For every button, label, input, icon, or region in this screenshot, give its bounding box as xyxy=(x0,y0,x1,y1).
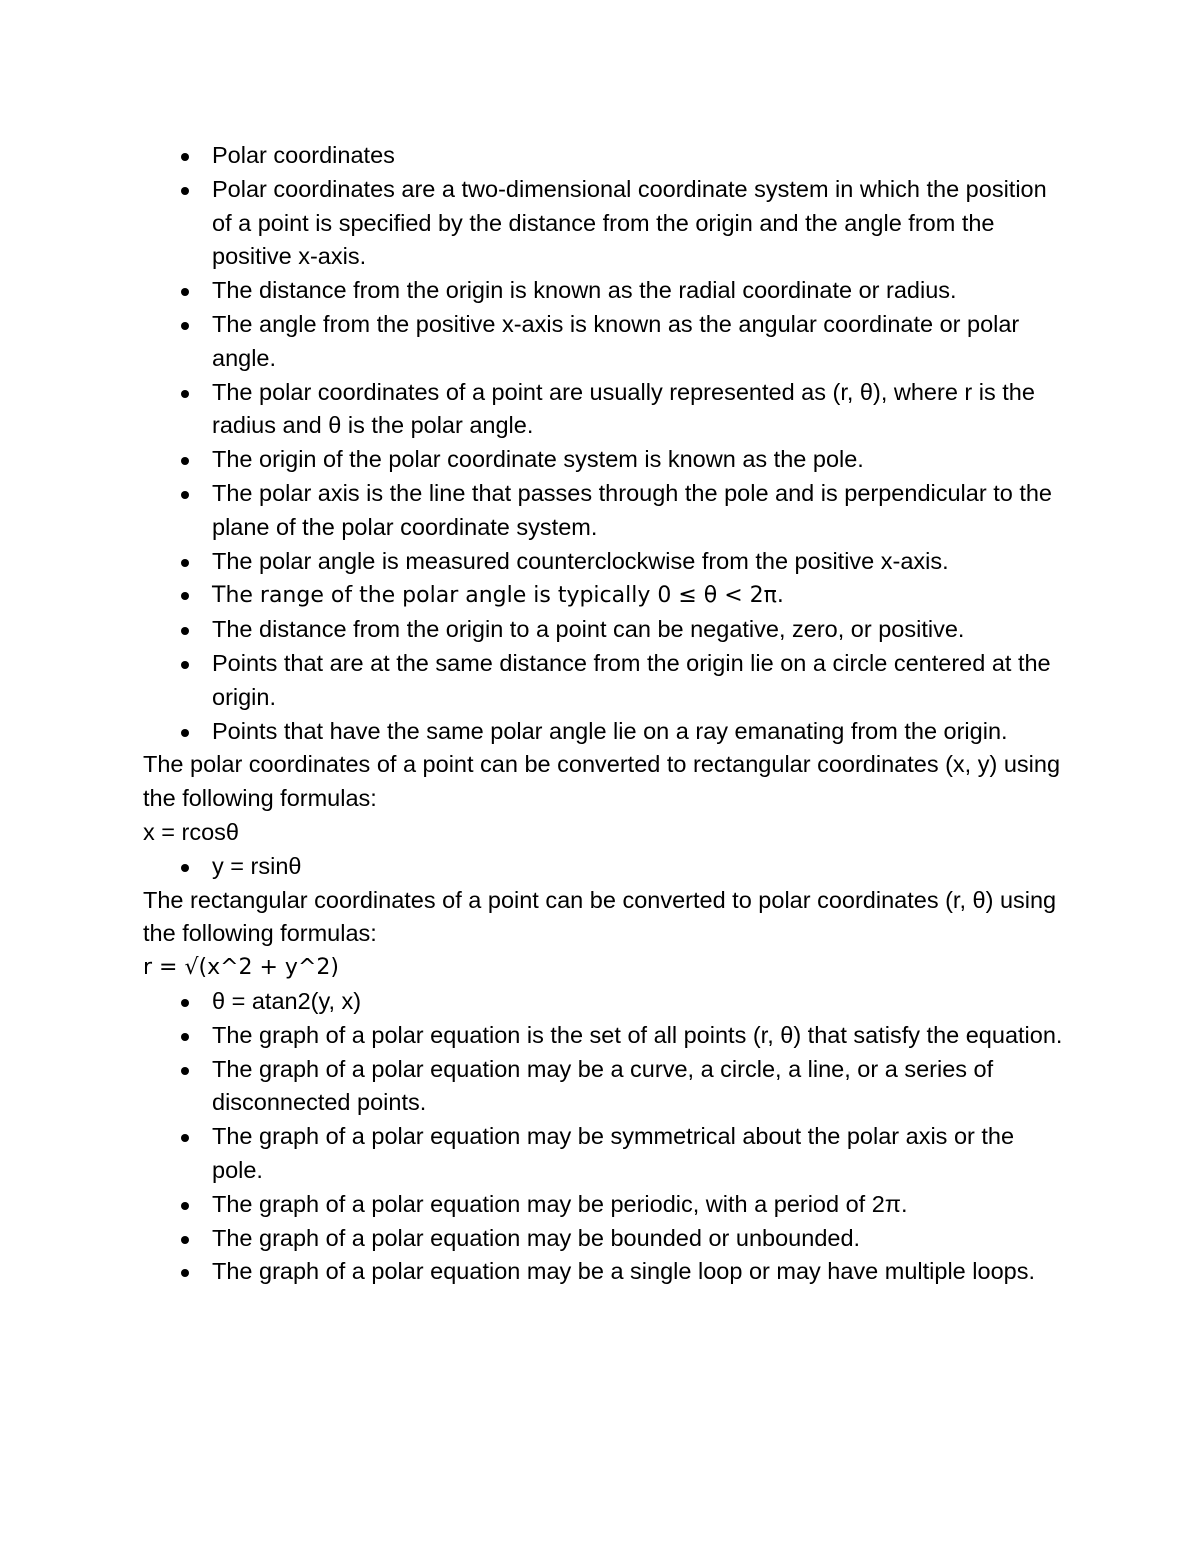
list-item-text: The polar axis is the line that passes through the pole and is perpendicular to the plane of the polar coordinate system. xyxy=(212,479,1052,540)
bullet-dot-icon xyxy=(181,187,189,195)
bullet-dot-icon xyxy=(181,1134,189,1142)
list-item xyxy=(143,274,1063,308)
list-item xyxy=(143,850,1063,884)
list-item-text: The graph of a polar equation may be symmetrical about the polar axis or the pole. xyxy=(212,1123,1015,1183)
list-item xyxy=(143,715,1063,749)
document-body xyxy=(143,139,1063,1289)
list-item-text: The graph of a polar equation is the set of all points (r, θ) that satisfy the equation. xyxy=(212,1021,1063,1048)
list-item-text: Polar coordinates are a two-dimensional coordinate system in which the position of a point is specified by the distance from the origin and the angle from the positive x-axis. xyxy=(212,175,1047,270)
bullet-dot-icon xyxy=(181,1202,189,1210)
bullet-dot-icon xyxy=(181,1269,189,1277)
list-item xyxy=(143,1053,1063,1121)
list-item-text: The graph of a polar equation may be a single loop or may have multiple loops. xyxy=(212,1258,1035,1285)
list-item xyxy=(143,1255,1063,1289)
bullet-dot-icon xyxy=(181,1236,189,1244)
list-item-text: Points that are at the same distance from the origin lie on a circle centered at the origin. xyxy=(212,649,1051,710)
list-item xyxy=(143,545,1063,579)
bullet-dot-icon xyxy=(181,322,189,330)
document-page xyxy=(0,139,1200,1289)
formula-x: x = rcosθ xyxy=(143,818,239,845)
bullet-list-2 xyxy=(143,850,1063,884)
bullet-list-3 xyxy=(143,985,1063,1289)
bullet-dot-icon xyxy=(181,661,189,669)
formula-r: r = √(x^2 + y^2) xyxy=(143,955,339,981)
list-item-text: The range of the polar angle is typically 0 ≤ θ < 2π. xyxy=(212,583,784,609)
list-item xyxy=(143,1120,1063,1188)
list-item-text: The polar angle is measured counterclockwise from the positive x-axis. xyxy=(212,547,949,574)
list-item xyxy=(143,477,1063,545)
list-item-text: The graph of a polar equation may be periodic, with a period of 2π. xyxy=(212,1190,908,1217)
bullet-dot-icon xyxy=(181,491,189,499)
bullet-dot-icon xyxy=(181,999,189,1007)
list-item-text: The origin of the polar coordinate system is known as the pole. xyxy=(212,446,864,473)
bullet-dot-icon xyxy=(181,457,189,465)
list-item xyxy=(143,173,1063,274)
bullet-dot-icon xyxy=(181,153,189,161)
list-item-text: Polar coordinates xyxy=(212,142,395,168)
list-item-text: The distance from the origin to a point can be negative, zero, or positive. xyxy=(212,616,965,643)
list-item xyxy=(143,308,1063,376)
list-item-text: The polar coordinates of a point are usually represented as (r, θ), where r is the radius and θ is the polar angle. xyxy=(212,378,1035,439)
list-item xyxy=(143,376,1063,444)
bullet-list-1 xyxy=(143,139,1063,748)
list-item xyxy=(143,613,1063,647)
list-item xyxy=(143,578,1063,613)
list-item-text: θ = atan2(y, x) xyxy=(212,987,362,1014)
list-item-text: The graph of a polar equation may be bounded or unbounded. xyxy=(212,1224,861,1251)
list-item-text: The graph of a polar equation may be a curve, a circle, a line, or a series of disconnected points. xyxy=(212,1055,994,1116)
list-item xyxy=(143,1222,1063,1256)
bullet-dot-icon xyxy=(181,864,189,872)
bullet-dot-icon xyxy=(181,592,189,600)
bullet-dot-icon xyxy=(181,390,189,398)
conversion-paragraph-rect: The polar coordinates of a point can be converted to rectangular coordinates (x, y) using the following formulas: xyxy=(143,751,1061,812)
conversion-paragraph-polar: The rectangular coordinates of a point can be converted to polar coordinates (r, θ) using the following formulas: xyxy=(143,886,1057,947)
list-item-text: Points that have the same polar angle lie on a ray emanating from the origin. xyxy=(212,717,1008,744)
list-item xyxy=(143,985,1063,1019)
bullet-dot-icon xyxy=(181,1067,189,1075)
bullet-dot-icon xyxy=(181,729,189,737)
list-item-text: y = rsinθ xyxy=(212,852,302,879)
list-item-text: The angle from the positive x-axis is known as the angular coordinate or polar angle. xyxy=(212,310,1020,371)
list-item xyxy=(143,1019,1063,1053)
list-item-text: The distance from the origin is known as the radial coordinate or radius. xyxy=(212,277,957,304)
list-item xyxy=(143,443,1063,477)
bullet-dot-icon xyxy=(181,288,189,296)
list-item xyxy=(143,1188,1063,1222)
bullet-dot-icon xyxy=(181,1033,189,1041)
list-item xyxy=(143,139,1063,173)
bullet-dot-icon xyxy=(181,627,189,635)
bullet-dot-icon xyxy=(181,559,189,567)
list-item xyxy=(143,647,1063,715)
